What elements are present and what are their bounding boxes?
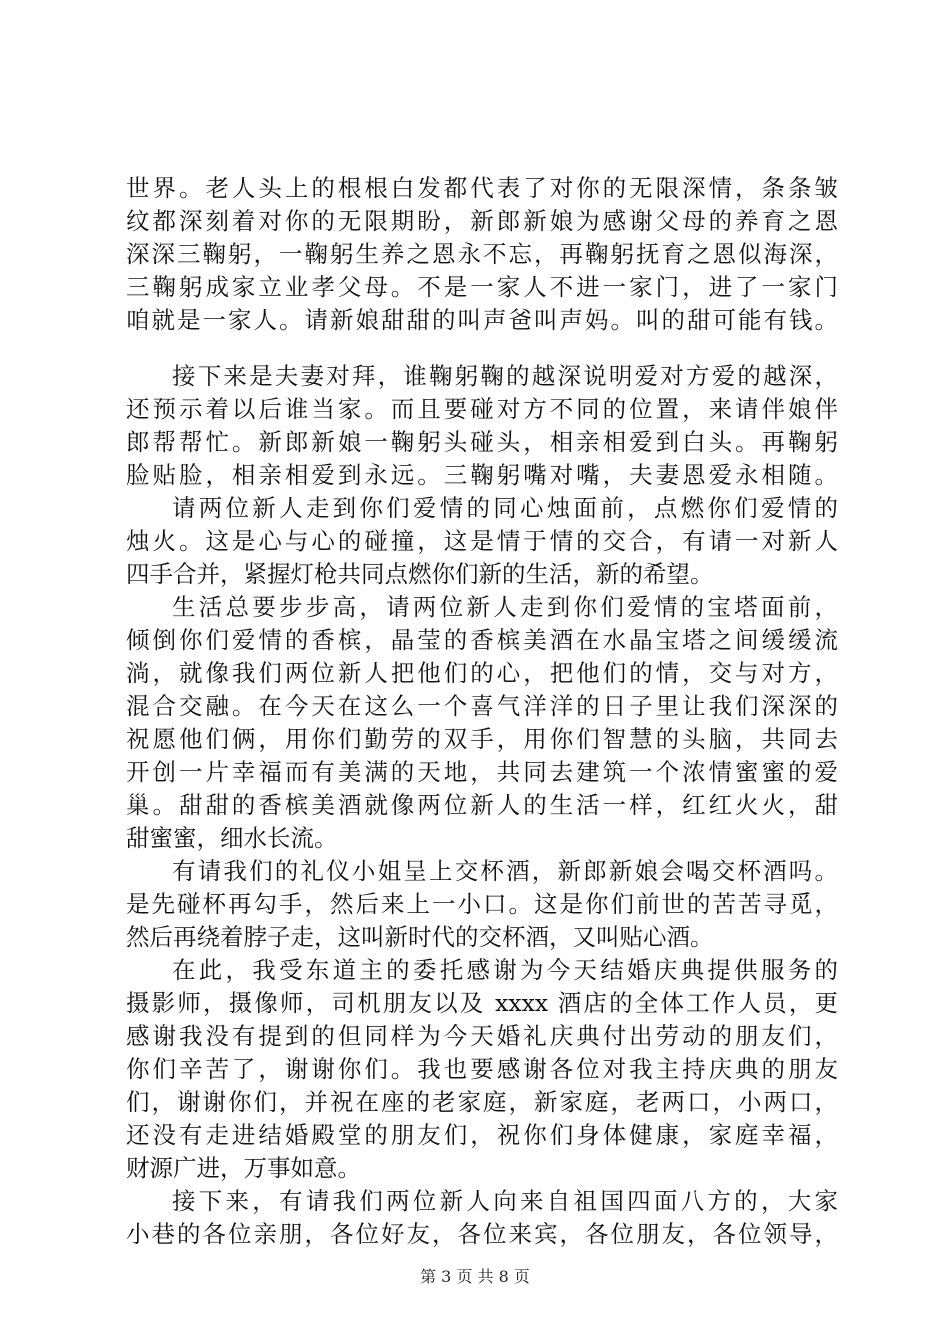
paragraph-line: 有请我们的礼仪小姐呈上交杯酒，新郎新娘会喝交杯酒吗。 bbox=[172, 857, 838, 885]
paragraph-line: 摄影师，摄像师，司机朋友以及 xxxx 酒店的全体工作人员，更 bbox=[126, 989, 838, 1017]
paragraph-line: 纹都深刻着对你的无限期盼，新郎新娘为感谢父母的养育之恩 bbox=[126, 207, 838, 235]
paragraph-line: 感谢我没有提到的但同样为今天婚礼庆典付出劳动的朋友们， bbox=[126, 1022, 838, 1050]
paragraph-line: 烛火。这是心与心的碰撞，这是情于情的交合，有请一对新人 bbox=[126, 527, 838, 555]
paragraph-line: 接下来，有请我们两位新人向来自祖国四面八方的，大家 bbox=[172, 1187, 838, 1215]
paragraph-line: 郎帮帮忙。新郎新娘一鞠躬头碰头，相亲相爱到白头。再鞠躬 bbox=[126, 428, 838, 456]
paragraph-line: 淌，就像我们两位新人把他们的心，把他们的情，交与对方， bbox=[126, 659, 838, 687]
paragraph-line: 深深三鞠躬，一鞠躬生养之恩永不忘，再鞠躬抚育之恩似海深， bbox=[126, 240, 838, 268]
paragraph-line: 然后再绕着脖子走，这叫新时代的交杯酒，又叫贴心酒。 bbox=[126, 923, 714, 951]
page-number-footer: 第 3 页 共 8 页 bbox=[420, 1267, 530, 1286]
paragraph-line: 开创一片幸福而有美满的天地，共同去建筑一个浓情蜜蜜的爱 bbox=[126, 758, 838, 786]
paragraph-line: 脸贴脸，相亲相爱到永远。三鞠躬嘴对嘴，夫妻恩爱永相随。 bbox=[126, 461, 838, 489]
paragraph-line: 巢。甜甜的香槟美酒就像两位新人的生活一样，红红火火，甜 bbox=[126, 791, 838, 819]
paragraph-line: 财源广进，万事如意。 bbox=[126, 1154, 361, 1182]
paragraph-line: 在此，我受东道主的委托感谢为今天结婚庆典提供服务的 bbox=[172, 956, 838, 984]
paragraph-line: 接下来是夫妻对拜，谁鞠躬鞠的越深说明爱对方爱的越深， bbox=[172, 362, 838, 390]
paragraph-line: 小巷的各位亲朋，各位好友，各位来宾，各位朋友，各位领导， bbox=[126, 1220, 838, 1248]
paragraph-line: 三鞠躬成家立业孝父母。不是一家人不进一家门，进了一家门 bbox=[126, 273, 838, 301]
paragraph-line: 你们辛苦了，谢谢你们。我也要感谢各位对我主持庆典的朋友 bbox=[126, 1055, 838, 1083]
paragraph-line: 咱就是一家人。请新娘甜甜的叫声爸叫声妈。叫的甜可能有钱。 bbox=[126, 306, 838, 334]
paragraph-line: 四手合并，紧握灯枪共同点燃你们新的生活，新的希望。 bbox=[126, 560, 714, 588]
paragraph-line: 请两位新人走到你们爱情的同心烛面前，点燃你们爱情的 bbox=[172, 494, 838, 522]
paragraph-line: 还没有走进结婚殿堂的朋友们，祝你们身体健康，家庭幸福， bbox=[126, 1121, 838, 1149]
paragraph-line: 还预示着以后谁当家。而且要碰对方不同的位置，来请伴娘伴 bbox=[126, 395, 838, 423]
paragraph-line: 世界。老人头上的根根白发都代表了对你的无限深情，条条皱 bbox=[126, 174, 838, 202]
paragraph-line: 生活总要步步高，请两位新人走到你们爱情的宝塔面前， bbox=[172, 593, 838, 621]
paragraph-line: 们，谢谢你们，并祝在座的老家庭，新家庭，老两口，小两口， bbox=[126, 1088, 838, 1116]
paragraph-line: 混合交融。在今天在这么一个喜气洋洋的日子里让我们深深的 bbox=[126, 692, 838, 720]
paragraph-line: 是先碰杯再勾手，然后来上一小口。这是你们前世的苦苦寻觅， bbox=[126, 890, 838, 918]
paragraph-line: 倾倒你们爱情的香槟，晶莹的香槟美酒在水晶宝塔之间缓缓流 bbox=[126, 626, 838, 654]
paragraph-line: 祝愿他们俩，用你们勤劳的双手，用你们智慧的头脑，共同去 bbox=[126, 725, 838, 753]
paragraph-line: 甜蜜蜜，细水长流。 bbox=[126, 824, 338, 852]
